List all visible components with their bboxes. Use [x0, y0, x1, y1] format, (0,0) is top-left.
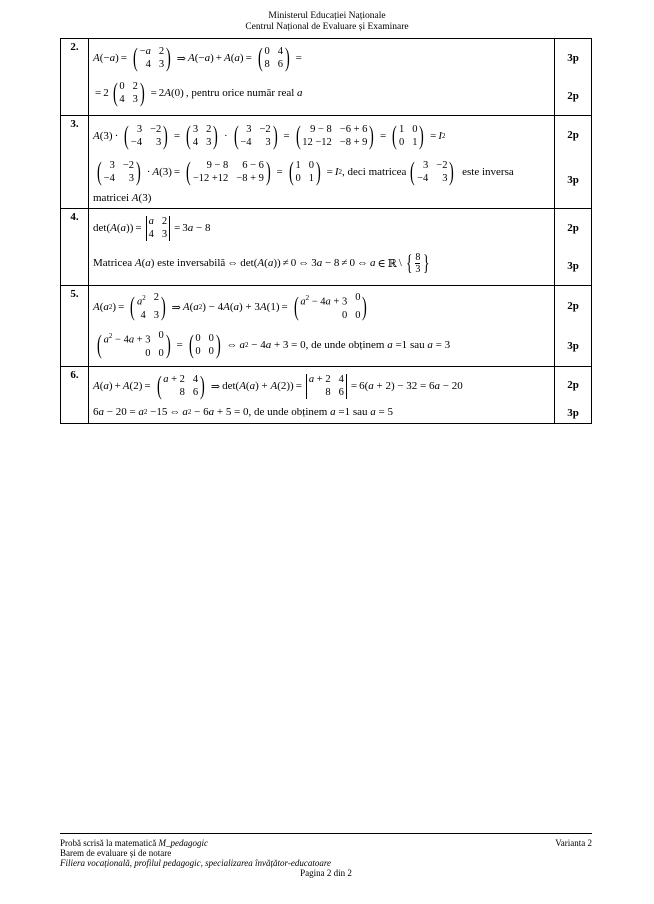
points-value: 3p [567, 407, 579, 419]
solution-line: det ( A ( a )) = a 2 4 3 = 3 a − 8 [93, 215, 211, 240]
barem-table [60, 38, 592, 424]
item-row-3 [61, 116, 592, 209]
solution-text: , pentru orice număr real [185, 87, 295, 99]
solution-text: , de unde obținem [305, 339, 385, 351]
solution-text: det [222, 380, 236, 392]
points-value: 2p [567, 300, 579, 312]
solution-text: det [240, 257, 254, 269]
item-points [555, 116, 592, 209]
solution-line: matricei A (3) [93, 192, 152, 204]
page-header [0, 11, 654, 33]
solution-line: A (− a ) = ( −a 2 4 3 ) ⇒ A (− a ) + A ( a ) = ( 0 4 8 6 ) = [93, 43, 302, 72]
header-ministry: Ministerul Educației Naționale [268, 11, 386, 21]
points-value: 3p [567, 174, 579, 186]
solution-line: 6 a − 20 = a 2 −15 ⇔ a 2 − 6 a + 5 = 0 , de unde obținem a =1 sau a = 5 [93, 406, 393, 418]
footer-row [60, 838, 592, 848]
item-solution [89, 286, 555, 367]
solution-line: ( $a^2 - 4a + 3$ 0 0 0 ) = ( 0 0 0 0 ) ⇔ a 2 − 4 a + 3 = 0 , de unde obținem a =1 sau a = 3 [96, 330, 451, 359]
item-number: 3. [61, 116, 89, 209]
item-number: 5. [61, 286, 89, 367]
item-row-2 [61, 39, 592, 116]
solution-line: A ( a 2 ) = ( $a^2$ 2 4 3 ) ⇒ A ( a 2 ) − 4 A ( a ) + 3 A (1) = ( $a^2 - 4a + 3$ 0 0 0 ) [93, 292, 368, 321]
item-points [555, 367, 592, 424]
points-value: 2p [567, 129, 579, 141]
solution-text: sau [409, 339, 425, 351]
points-value: 2p [567, 90, 579, 102]
footer-specialization: Filiera vocațională, profilul pedagogic, specializarea învățător-educatoare [60, 858, 332, 868]
item-row-5 [61, 286, 592, 367]
points-value: 2p [567, 379, 579, 391]
solution-line: Matricea A ( a ) este inversabilă ⇔ det ( A ( a )) ≠ 0 ⇔ 3 a − 8 ≠ 0 ⇔ a ∈ ℝ \ { $\frac{8}{3}$ } [93, 250, 430, 275]
footer-exam [60, 838, 208, 848]
points-value: 3p [567, 260, 579, 272]
header-center: Centrul Național de Evaluare și Examinare [245, 22, 409, 32]
solution-line: = 2 ( 0 2 4 3 ) = 2 A (0) , pentru orice număr real a [95, 78, 303, 107]
solution-line: ( 3 −2 −4 3 ) · A (3) = ( 9 − 8 6 − 6 −12 +12 −8 + 9 ) = ( 1 0 0 1 ) = I 2 , deci matricea ( 3 −2 −4 3 ) este inversa [96, 157, 514, 186]
points-value: 3p [567, 52, 579, 64]
item-solution [89, 209, 555, 286]
solution-text: , de unde obținem [248, 406, 328, 418]
footer-variant: Varianta 2 [555, 838, 592, 848]
points-value: 3p [567, 340, 579, 352]
page-footer [60, 833, 592, 878]
item-number: 6. [61, 367, 89, 424]
solution-line: A ( a ) + A (2) = ( a + 2 4 8 6 ) ⇒ det ( A ( a ) + A (2)) = a + 2 4 8 6 = 6( a + 2) − 32 = 6 a − 20 [93, 371, 463, 400]
footer-exam-profile: M_pedagogic [158, 838, 208, 848]
footer-exam-text: Probă scrisă la matematică [60, 838, 157, 848]
item-solution [89, 367, 555, 424]
item-points [555, 39, 592, 116]
solution-text: este inversa [462, 166, 514, 178]
item-points [555, 209, 592, 286]
item-row-6 [61, 367, 592, 424]
solution-line: A (3) · ( 3 −2 −4 3 ) = ( 3 2 4 3 ) · ( 3 −2 −4 3 ) = ( 9 − 8 −6 + 6 12 −12 −8 + 9 ) = ( 1 0 0 1 ) = I 2 [93, 121, 446, 150]
item-solution [89, 39, 555, 116]
item-number: 2. [61, 39, 89, 116]
footer-barem: Barem de evaluare și de notare [60, 848, 172, 858]
solution-text: Matricea [93, 257, 133, 269]
item-row-4 [61, 209, 592, 286]
points-value: 2p [567, 222, 579, 234]
item-solution [89, 116, 555, 209]
item-points [555, 286, 592, 367]
solution-text: matricei [93, 192, 130, 204]
item-number: 4. [61, 209, 89, 286]
solution-text: sau [352, 406, 368, 418]
solution-text: , deci matricea [342, 166, 407, 178]
page-number: Pagina 2 din 2 [300, 868, 352, 878]
solution-text: este inversabilă [157, 257, 226, 269]
solution-text: det [93, 222, 107, 234]
